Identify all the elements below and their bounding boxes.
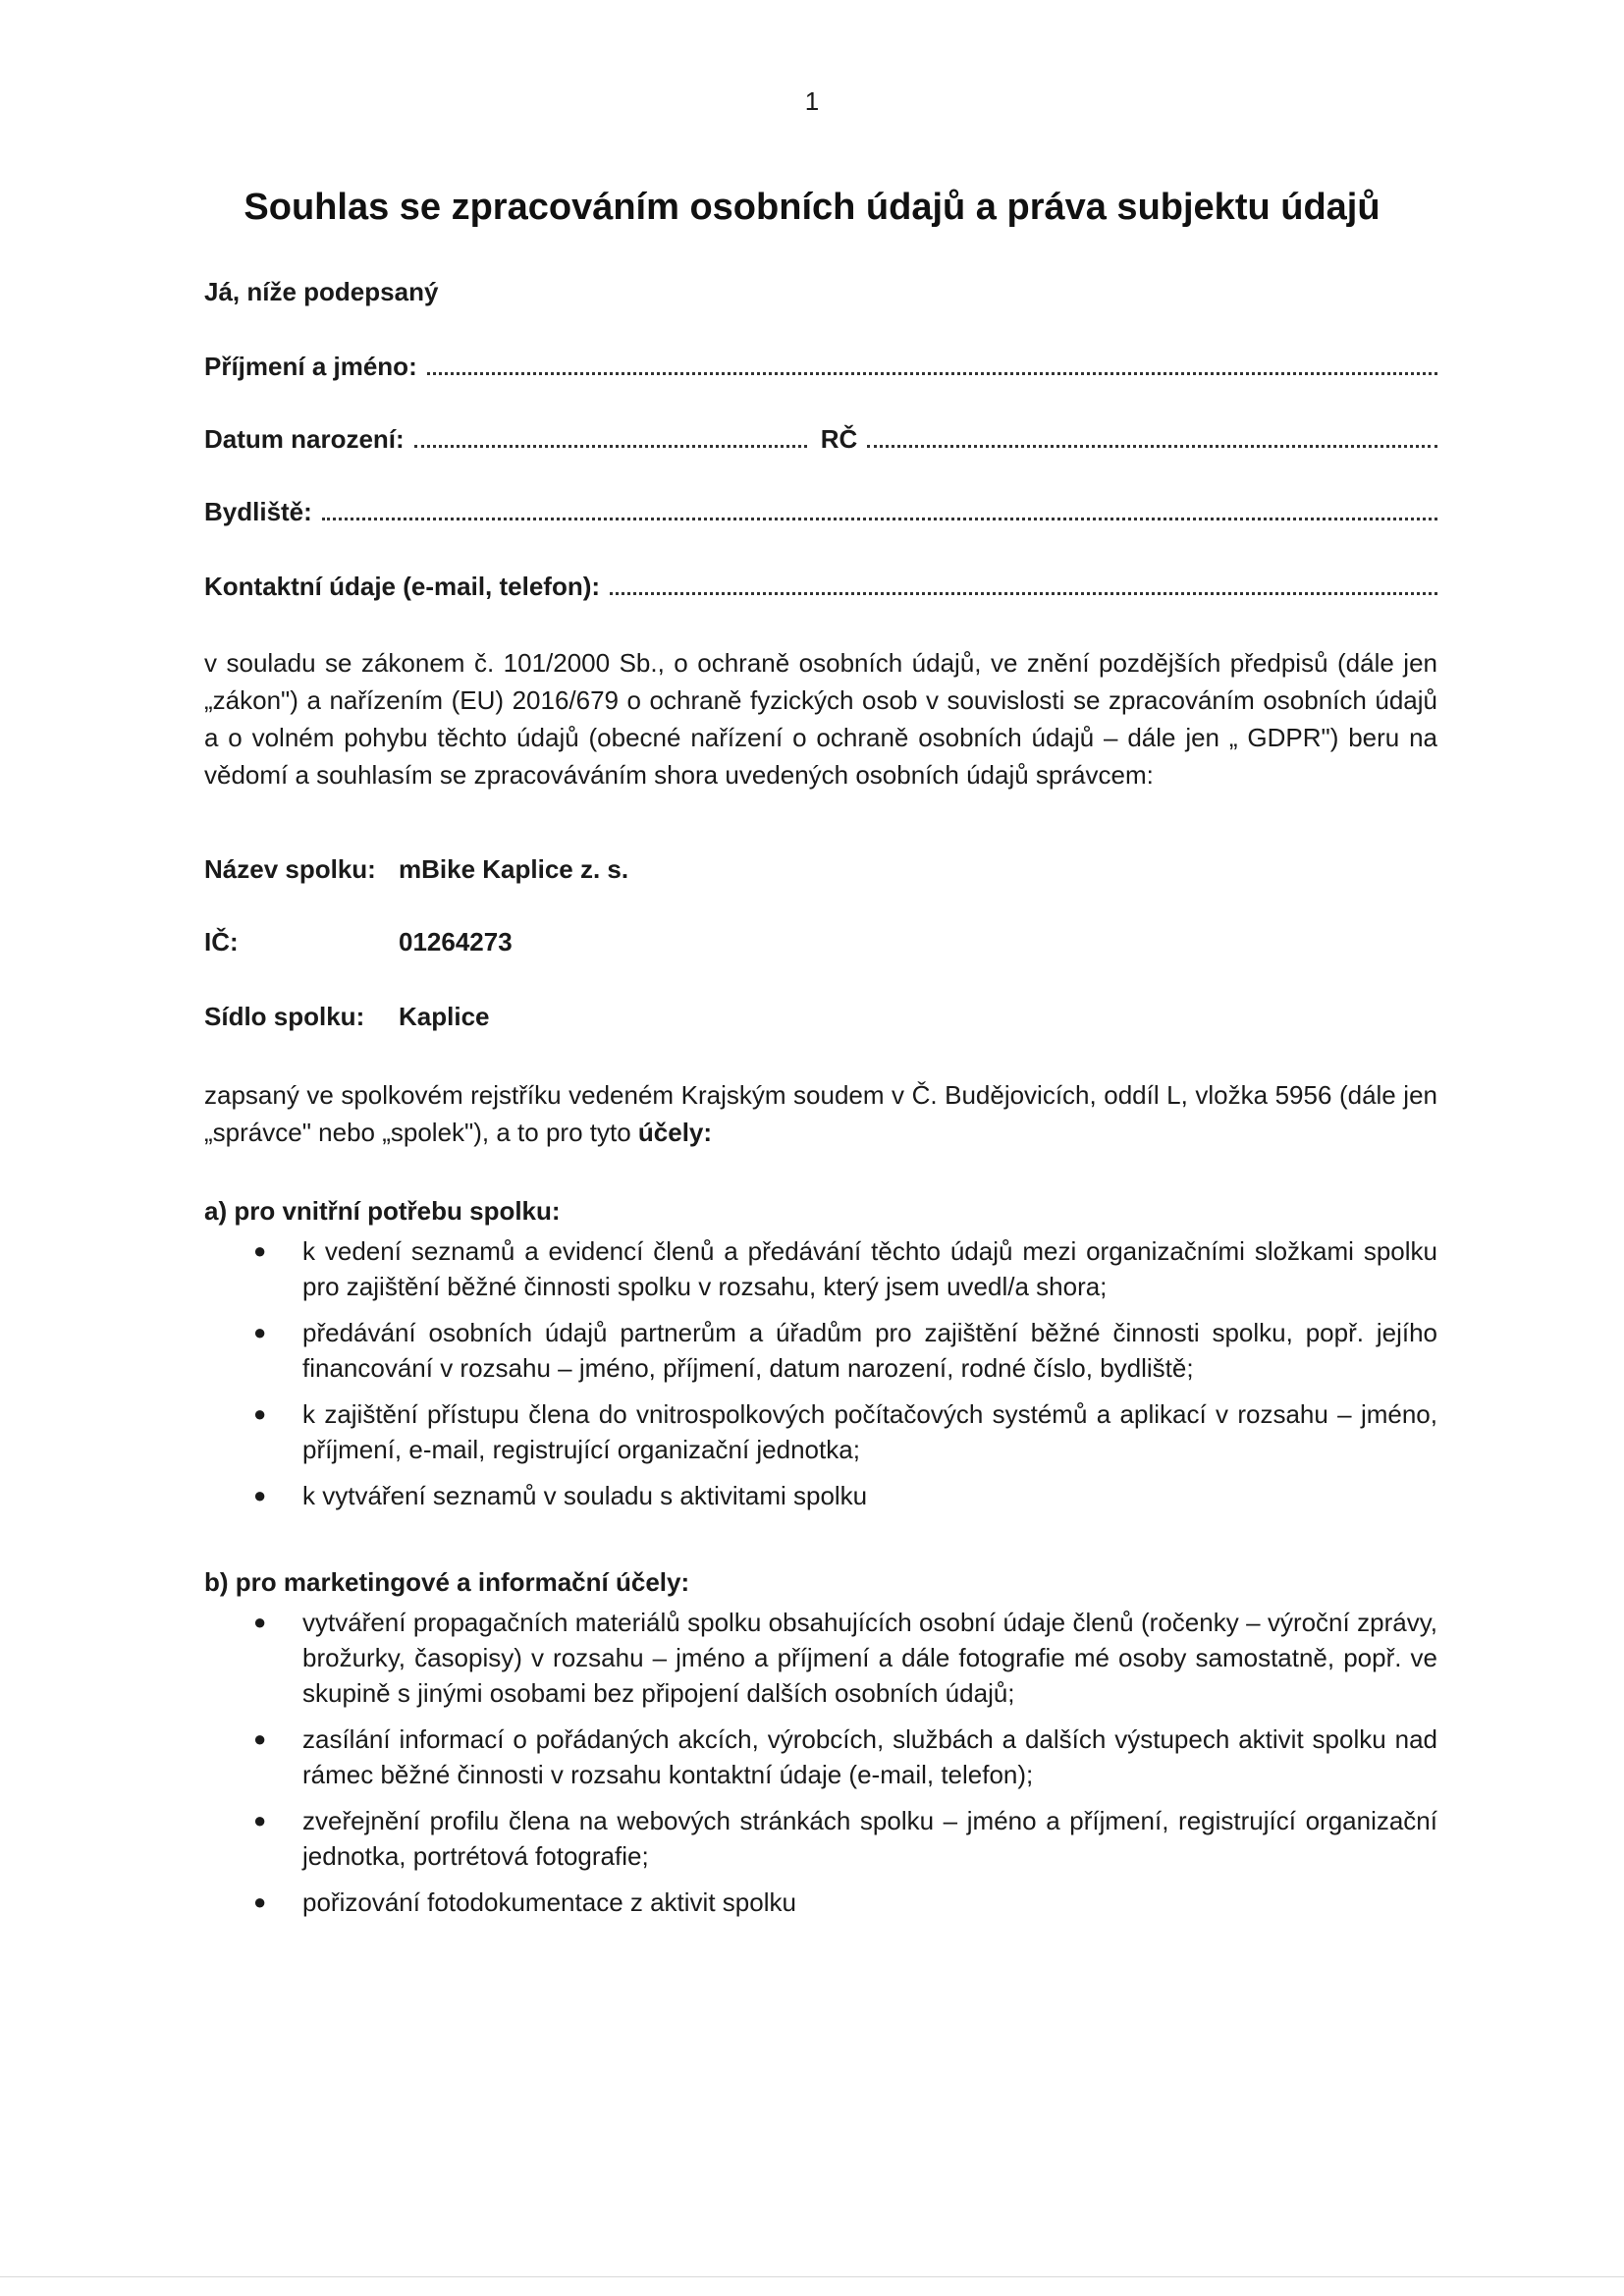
intro-text: Já, níže podepsaný — [204, 277, 439, 306]
contact-label: Kontaktní údaje (e-mail, telefon): — [204, 572, 601, 601]
org-ic-row — [204, 925, 513, 958]
section-a-heading: a) pro vnitřní potřebu spolku: — [204, 1196, 561, 1226]
birth-dotted-line[interactable] — [414, 445, 807, 448]
bullet-icon: ● — [253, 1238, 267, 1263]
bullet-icon: ● — [253, 1610, 267, 1634]
section-b-heading: b) pro marketingové a informační účely: — [204, 1567, 690, 1597]
purposes-label: účely: — [637, 1118, 713, 1147]
org-ic-value: 01264273 — [399, 927, 513, 957]
org-ic-label: IČ: — [204, 927, 239, 957]
residence-dotted-line[interactable] — [322, 518, 1437, 520]
list-item — [253, 1478, 1437, 1513]
residence-label: Bydliště: — [204, 497, 312, 526]
contact-dotted-line[interactable] — [610, 592, 1437, 595]
org-seat-label: Sídlo spolku: — [204, 1002, 365, 1031]
org-seat-value: Kaplice — [399, 1002, 490, 1031]
list-item — [253, 1605, 1437, 1711]
section-a-list — [253, 1233, 1437, 1524]
list-item — [253, 1396, 1437, 1467]
list-item-text: k vytváření seznamů v souladu s aktivitami spolku — [302, 1481, 868, 1510]
org-name-row — [204, 852, 628, 886]
list-item-text: zveřejnění profilu člena na webových stránkách spolku – jméno a příjmení, registrující organizační jednotka, portrétová fotografie; — [302, 1806, 1437, 1871]
list-item — [253, 1885, 1437, 1920]
document-title: Souhlas se zpracováním osobních údajů a práva subjektu údajů — [244, 187, 1380, 228]
bullet-icon: ● — [253, 1401, 267, 1426]
list-item — [253, 1803, 1437, 1874]
law-paragraph: v souladu se zákonem č. 101/2000 Sb., o ochraně osobních údajů, ve znění pozdějších předpisů (dále jen „zákon") a nařízením (EU) 2016/679 o ochraně fyzických osob v souvislosti se zpracováním osobních údajů a o volném pohybu těchto údajů (obecné nařízení o ochraně osobních údajů – dále jen „ GDPR") beru na vědomí a souhlasím se zpracováváním shora uvedených osobních údajů správcem: — [204, 648, 1437, 790]
list-item — [253, 1315, 1437, 1386]
list-item-text: k zajištění přístupu člena do vnitrospolkových počítačových systémů a aplikací v rozsahu – jméno, příjmení, e-mail, registrující organizační jednotka; — [302, 1399, 1437, 1464]
org-name-label: Název spolku: — [204, 854, 376, 884]
bullet-icon: ● — [253, 1726, 267, 1751]
rc-label: RČ — [820, 424, 858, 454]
org-name-value: mBike Kaplice z. s. — [399, 854, 629, 884]
bullet-icon: ● — [253, 1808, 267, 1832]
register-paragraph — [204, 1076, 1437, 1151]
name-dotted-line[interactable] — [427, 372, 1437, 375]
bullet-icon: ● — [253, 1483, 267, 1507]
residence-field[interactable] — [204, 495, 1437, 528]
list-item-text: pořizování fotodokumentace z aktivit spolku — [302, 1887, 796, 1917]
bullet-icon: ● — [253, 1320, 267, 1344]
birth-label: Datum narození: — [204, 424, 405, 454]
org-seat-row — [204, 1000, 490, 1033]
contact-field[interactable] — [204, 570, 1437, 603]
birth-rc-field[interactable] — [204, 422, 1437, 456]
list-item-text: předávání osobních údajů partnerům a úřadům pro zajištění běžné činnosti spolku, popř. jejího financování v rozsahu – jméno, příjmení, datum narození, rodné číslo, bydliště; — [302, 1318, 1437, 1383]
list-item-text: k vedení seznamů a evidencí členů a předávání těchto údajů mezi organizačními složkami spolku pro zajištění běžné činnosti spolku v rozsahu, který jsem uvedl/a shora; — [302, 1236, 1437, 1301]
name-label: Příjmení a jméno: — [204, 352, 417, 381]
list-item-text: vytváření propagačních materiálů spolku obsahujících osobní údaje členů (ročenky – výroční zprávy, brožurky, časopisy) v rozsahu – jméno a příjmení a dále fotografie mé osoby samostatně, popř. ve skupině s jinými osobami bez připojení dalších osobních údajů; — [302, 1608, 1437, 1708]
list-item — [253, 1722, 1437, 1792]
rc-dotted-line[interactable] — [867, 445, 1437, 448]
name-field[interactable] — [204, 350, 1437, 383]
scan-edge-line — [0, 2276, 1624, 2277]
page-number: 1 — [804, 86, 820, 116]
list-item-text: zasílání informací o pořádaných akcích, výrobcích, službách a dalších výstupech aktivit spolku nad rámec běžné činnosti v rozsahu kontaktní údaje (e-mail, telefon); — [302, 1724, 1437, 1789]
list-item — [253, 1233, 1437, 1304]
section-b-list — [253, 1605, 1437, 1931]
register-text: zapsaný ve spolkovém rejstříku vedeném Krajským soudem v Č. Budějovicích, oddíl L, vložka 5956 (dále jen „správce" nebo „spolek"), a to pro tyto — [204, 1080, 1437, 1147]
bullet-icon: ● — [253, 1889, 267, 1914]
